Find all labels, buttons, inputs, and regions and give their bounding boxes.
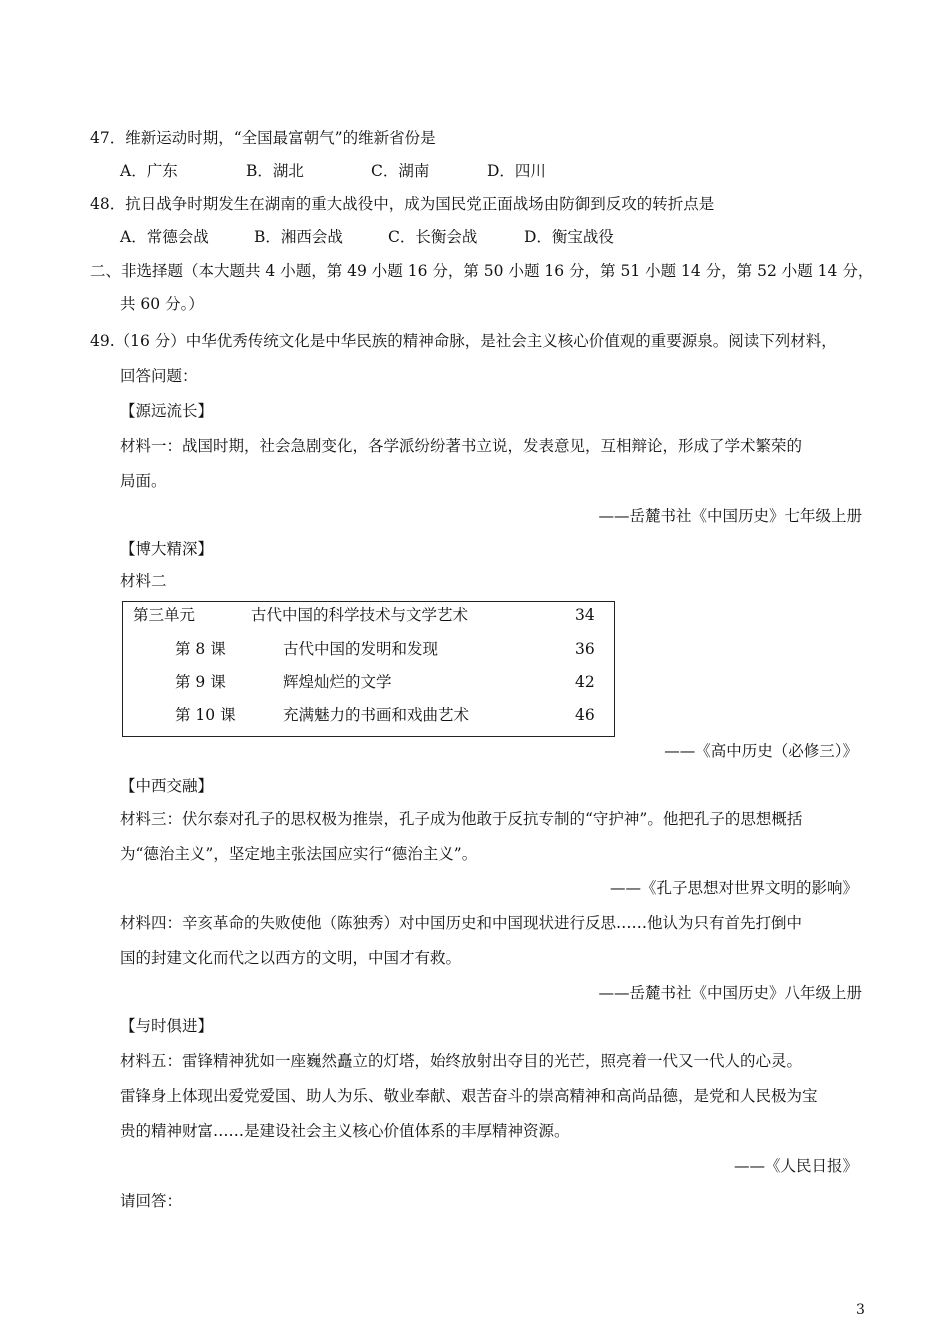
material-1-source: ——岳麓书社《中国历史》七年级上册 <box>598 507 862 525</box>
q48-option-d: D．衡宝战役 <box>524 228 614 246</box>
toc-lesson-page: 42 <box>575 673 595 691</box>
part-heading-3: 【中西交融】 <box>120 777 214 795</box>
toc-lesson-label: 第 8 课 <box>175 640 226 658</box>
material-3-text: 材料三：伏尔泰对孔子的思权极为推崇，孔子成为他敢于反抗专制的“守护神”。他把孔子的思想概括 <box>120 810 803 828</box>
material-4-text: 材料四：辛亥革命的失败使他（陈独秀）对中国历史和中国现状进行反思……他认为只有首先打倒中 <box>120 914 803 932</box>
material-4-source: ——岳麓书社《中国历史》八年级上册 <box>598 984 862 1002</box>
question-49-stem: 49.（16 分）中华优秀传统文化是中华民族的精神命脉，是社会主义核心价值观的重要源泉。阅读下列材料， <box>90 332 837 350</box>
answer-prompt: 请回答： <box>120 1192 183 1210</box>
toc-lesson-page: 46 <box>575 706 595 724</box>
q47-option-d: D．四川 <box>487 162 546 180</box>
toc-lesson-label: 第 10 课 <box>175 706 236 724</box>
q48-option-b: B．湘西会战 <box>254 228 343 246</box>
toc-lesson-title: 辉煌灿烂的文学 <box>283 673 392 691</box>
q47-option-a: A．广东 <box>120 162 178 180</box>
toc-unit-title: 古代中国的科学技术与文学艺术 <box>251 606 469 624</box>
material-1-text-cont: 局面。 <box>120 472 167 490</box>
part-heading-2: 【博大精深】 <box>120 540 214 558</box>
q48-option-a: A．常德会战 <box>120 228 209 246</box>
q48-option-c: C．长衡会战 <box>388 228 478 246</box>
q47-option-b: B．湖北 <box>246 162 304 180</box>
material-5-text-cont-2: 贵的精神财富……是建设社会主义核心价值体系的丰厚精神资源。 <box>120 1122 570 1140</box>
toc-lesson-page: 36 <box>575 640 595 658</box>
material-5-text-cont: 雷锋身上体现出爱党爱国、助人为乐、敬业奉献、艰苦奋斗的崇高精神和高尚品德，是党和人民极为宝 <box>120 1087 818 1105</box>
question-49-stem-cont: 回答问题： <box>120 367 198 385</box>
material-1-text: 材料一：战国时期，社会急剧变化，各学派纷纷著书立说，发表意见，互相辩论，形成了学术繁荣的 <box>120 437 803 455</box>
toc-lesson-title: 充满魅力的书画和戏曲艺术 <box>283 706 470 724</box>
question-48-stem: 48．抗日战争时期发生在湖南的重大战役中，成为国民党正面战场由防御到反攻的转折点是 <box>90 195 715 213</box>
part-heading-1: 【源远流长】 <box>120 402 214 420</box>
material-3-text-cont: 为“德治主义”，坚定地主张法国应实行“德治主义”。 <box>120 845 478 863</box>
section-2-heading: 二、非选择题（本大题共 4 小题，第 49 小题 16 分，第 50 小题 16 分，第 51 小题 14 分，第 52 小题 14 分， <box>90 262 874 280</box>
part-heading-4: 【与时俱进】 <box>120 1017 214 1035</box>
toc-lesson-label: 第 9 课 <box>175 673 226 691</box>
material-3-source: ——《孔子思想对世界文明的影响》 <box>609 879 858 897</box>
material-5-source: ——《人民日报》 <box>733 1157 858 1175</box>
toc-unit-label: 第三单元 <box>133 606 196 624</box>
material-2-source: ——《高中历史（必修三）》 <box>664 742 858 760</box>
toc-unit-page: 34 <box>575 606 595 624</box>
section-2-heading-cont: 共 60 分。） <box>120 295 204 313</box>
material-2-label: 材料二 <box>120 572 167 590</box>
material-5-text: 材料五：雷锋精神犹如一座巍然矗立的灯塔，始终放射出夺目的光芒，照亮着一代又一代人的心灵。 <box>120 1052 803 1070</box>
table-of-contents-box <box>122 601 615 737</box>
page-number: 3 <box>856 1302 865 1318</box>
material-4-text-cont: 国的封建文化而代之以西方的文明，中国才有救。 <box>120 949 462 967</box>
question-47-stem: 47．维新运动时期，“全国最富朝气”的维新省份是 <box>90 129 436 147</box>
toc-lesson-title: 古代中国的发明和发现 <box>283 640 439 658</box>
q47-option-c: C．湖南 <box>371 162 430 180</box>
